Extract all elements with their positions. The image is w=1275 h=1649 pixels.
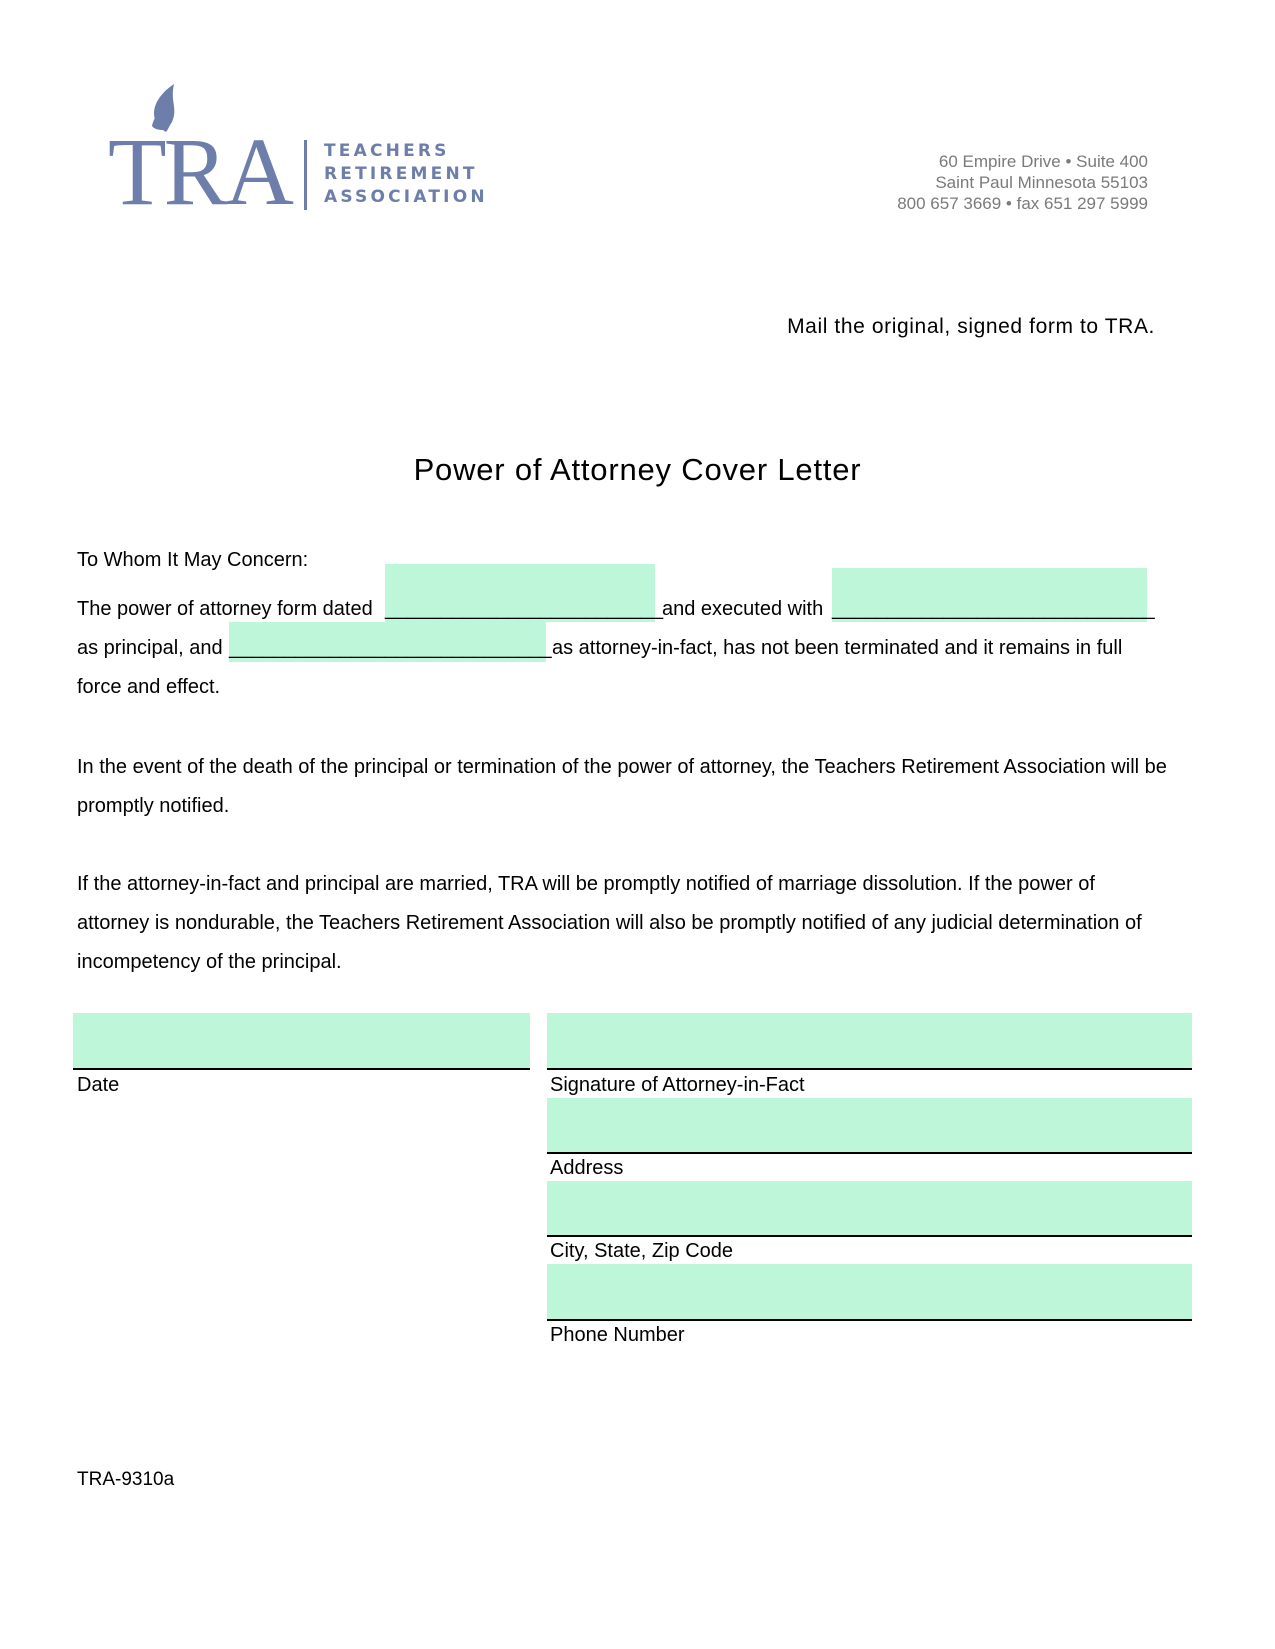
sentence-part: as principal, and xyxy=(77,637,223,659)
mail-instruction: Mail the original, signed form to TRA. xyxy=(787,315,1155,338)
sentence-part: and executed with xyxy=(662,598,824,620)
logo-letters: TRA xyxy=(108,118,291,225)
sentence-part: as attorney-in-fact, has not been terminated and it remains in full xyxy=(552,637,1123,659)
notification-paragraph: In the event of the death of the principal or termination of the power of attorney, the Teachers Retirement Association will be promptly notified. xyxy=(77,756,1167,817)
phone-field[interactable] xyxy=(547,1264,1192,1321)
blank-line: _________________________ xyxy=(385,598,664,620)
logo-word: ASSOCIATION xyxy=(324,187,488,207)
phone-label: Phone Number xyxy=(550,1324,685,1346)
date-label: Date xyxy=(77,1074,120,1096)
signature-field[interactable] xyxy=(547,1013,1192,1070)
address-field[interactable] xyxy=(547,1098,1192,1154)
logo-word: RETIREMENT xyxy=(324,164,478,184)
blank-line: _____________________________ xyxy=(229,637,552,659)
signature-label: Signature of Attorney-in-Fact xyxy=(550,1074,805,1096)
page-title: Power of Attorney Cover Letter xyxy=(413,452,862,487)
logo-divider xyxy=(304,140,307,210)
logo-word: TEACHERS xyxy=(324,141,450,161)
marriage-paragraph: If the attorney-in-fact and principal are married, TRA will be promptly notified of marriage dissolution. If the power of attorney is nondurable, the Teachers Retirement Association will also be promptly notified of any judicial determination of incompetency of the principal. xyxy=(77,873,1142,973)
tra-logo xyxy=(108,82,508,225)
address-label: Address xyxy=(550,1157,624,1179)
address-line: Saint Paul Minnesota 55103 xyxy=(935,173,1148,192)
address-line: 800 657 3669 • fax 651 297 5999 xyxy=(897,194,1148,213)
address-line: 60 Empire Drive • Suite 400 xyxy=(938,152,1148,171)
date-field[interactable] xyxy=(73,1013,530,1070)
sentence-part: force and effect. xyxy=(77,676,221,698)
mailing-address xyxy=(897,151,1148,214)
city-state-zip-label: City, State, Zip Code xyxy=(550,1240,734,1262)
sentence-part: The power of attorney form dated xyxy=(77,598,373,620)
blank-line: _____________________________ xyxy=(832,598,1155,620)
city-state-zip-field[interactable] xyxy=(547,1181,1192,1237)
greeting: To Whom It May Concern: xyxy=(77,549,309,571)
form-code: TRA-9310a xyxy=(77,1469,175,1490)
logo-wordmark xyxy=(324,140,488,209)
